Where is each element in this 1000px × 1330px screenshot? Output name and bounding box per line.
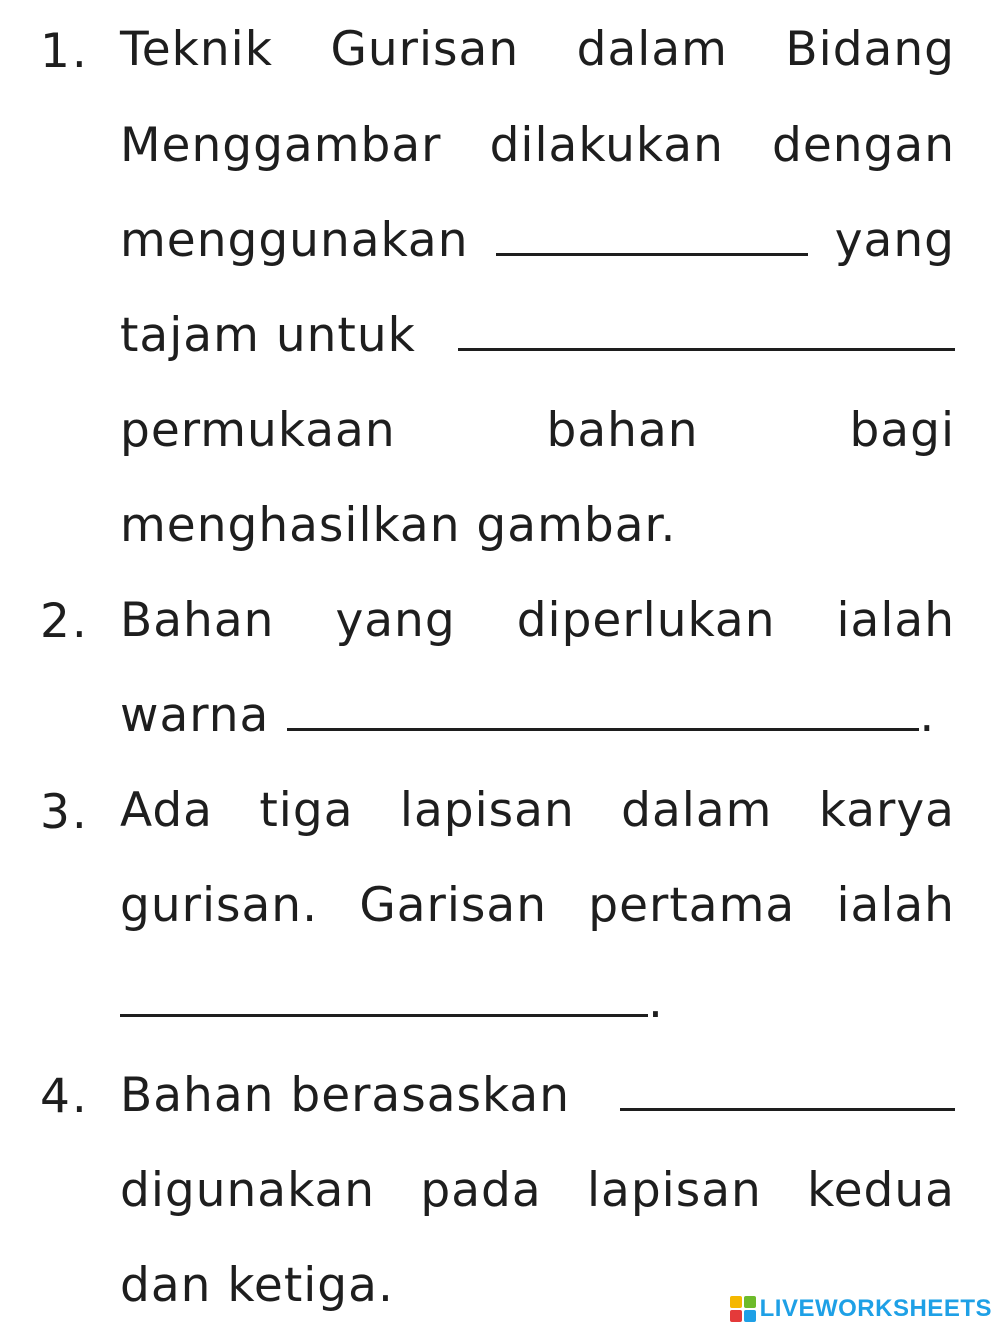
word: diperlukan: [516, 593, 776, 648]
word: yang: [834, 213, 955, 268]
word: tajam untuk: [120, 308, 416, 363]
word: warna: [120, 688, 270, 743]
word: dilakukan: [489, 118, 724, 173]
word: digunakan: [120, 1163, 376, 1218]
question-number: 4.: [40, 1069, 89, 1124]
word: lapisan: [586, 1163, 762, 1218]
question-number: 2.: [40, 594, 89, 649]
word: dalam: [621, 783, 773, 838]
word: karya: [818, 783, 955, 838]
word: Bidang: [785, 22, 955, 77]
answer-blank[interactable]: [287, 688, 919, 731]
word: menggunakan: [120, 213, 469, 268]
liveworksheets-logo-icon: [730, 1296, 756, 1322]
word: tiga: [259, 783, 354, 838]
word: Garisan: [359, 878, 547, 933]
question-line: [120, 972, 955, 1032]
question-line: [120, 1066, 955, 1126]
word: lapisan: [399, 783, 575, 838]
word: ialah: [836, 878, 955, 933]
word: bahan: [546, 403, 699, 458]
question-line: [120, 686, 955, 746]
question-number: 1.: [40, 24, 89, 79]
question-line: [120, 116, 955, 176]
question-line: [120, 591, 955, 651]
word: .: [919, 688, 936, 743]
word: pada: [420, 1163, 542, 1218]
question-line: [120, 1161, 955, 1221]
question-line: [120, 20, 955, 80]
word: Bahan: [120, 593, 275, 648]
word: pertama: [588, 878, 796, 933]
answer-blank[interactable]: [458, 308, 955, 351]
answer-blank[interactable]: [120, 974, 648, 1017]
question-line: [120, 211, 955, 271]
word: Menggambar: [120, 118, 442, 173]
word: yang: [335, 593, 456, 648]
question-line: [120, 496, 955, 556]
word: gurisan.: [120, 878, 319, 933]
word: Bahan berasaskan: [120, 1068, 570, 1123]
word: dalam: [576, 22, 728, 77]
word: bagi: [849, 403, 955, 458]
question-line: [120, 876, 955, 936]
word: kedua: [807, 1163, 955, 1218]
word: Ada: [120, 783, 213, 838]
question-line: [120, 306, 955, 366]
word: permukaan: [120, 403, 396, 458]
watermark-text: LIVEWORKSHEETS: [759, 1295, 992, 1322]
word: ialah: [836, 593, 955, 648]
question-line: [120, 781, 955, 841]
word: Gurisan: [330, 22, 520, 77]
word: menghasilkan gambar.: [120, 498, 677, 553]
word: dengan: [772, 118, 955, 173]
answer-blank[interactable]: [620, 1068, 955, 1111]
question-number: 3.: [40, 785, 89, 840]
word: .: [648, 974, 664, 1029]
answer-blank[interactable]: [496, 213, 808, 256]
word: dan ketiga.: [120, 1258, 394, 1313]
liveworksheets-watermark: [730, 1294, 992, 1324]
word: Teknik: [120, 22, 273, 77]
question-line: [120, 401, 955, 461]
